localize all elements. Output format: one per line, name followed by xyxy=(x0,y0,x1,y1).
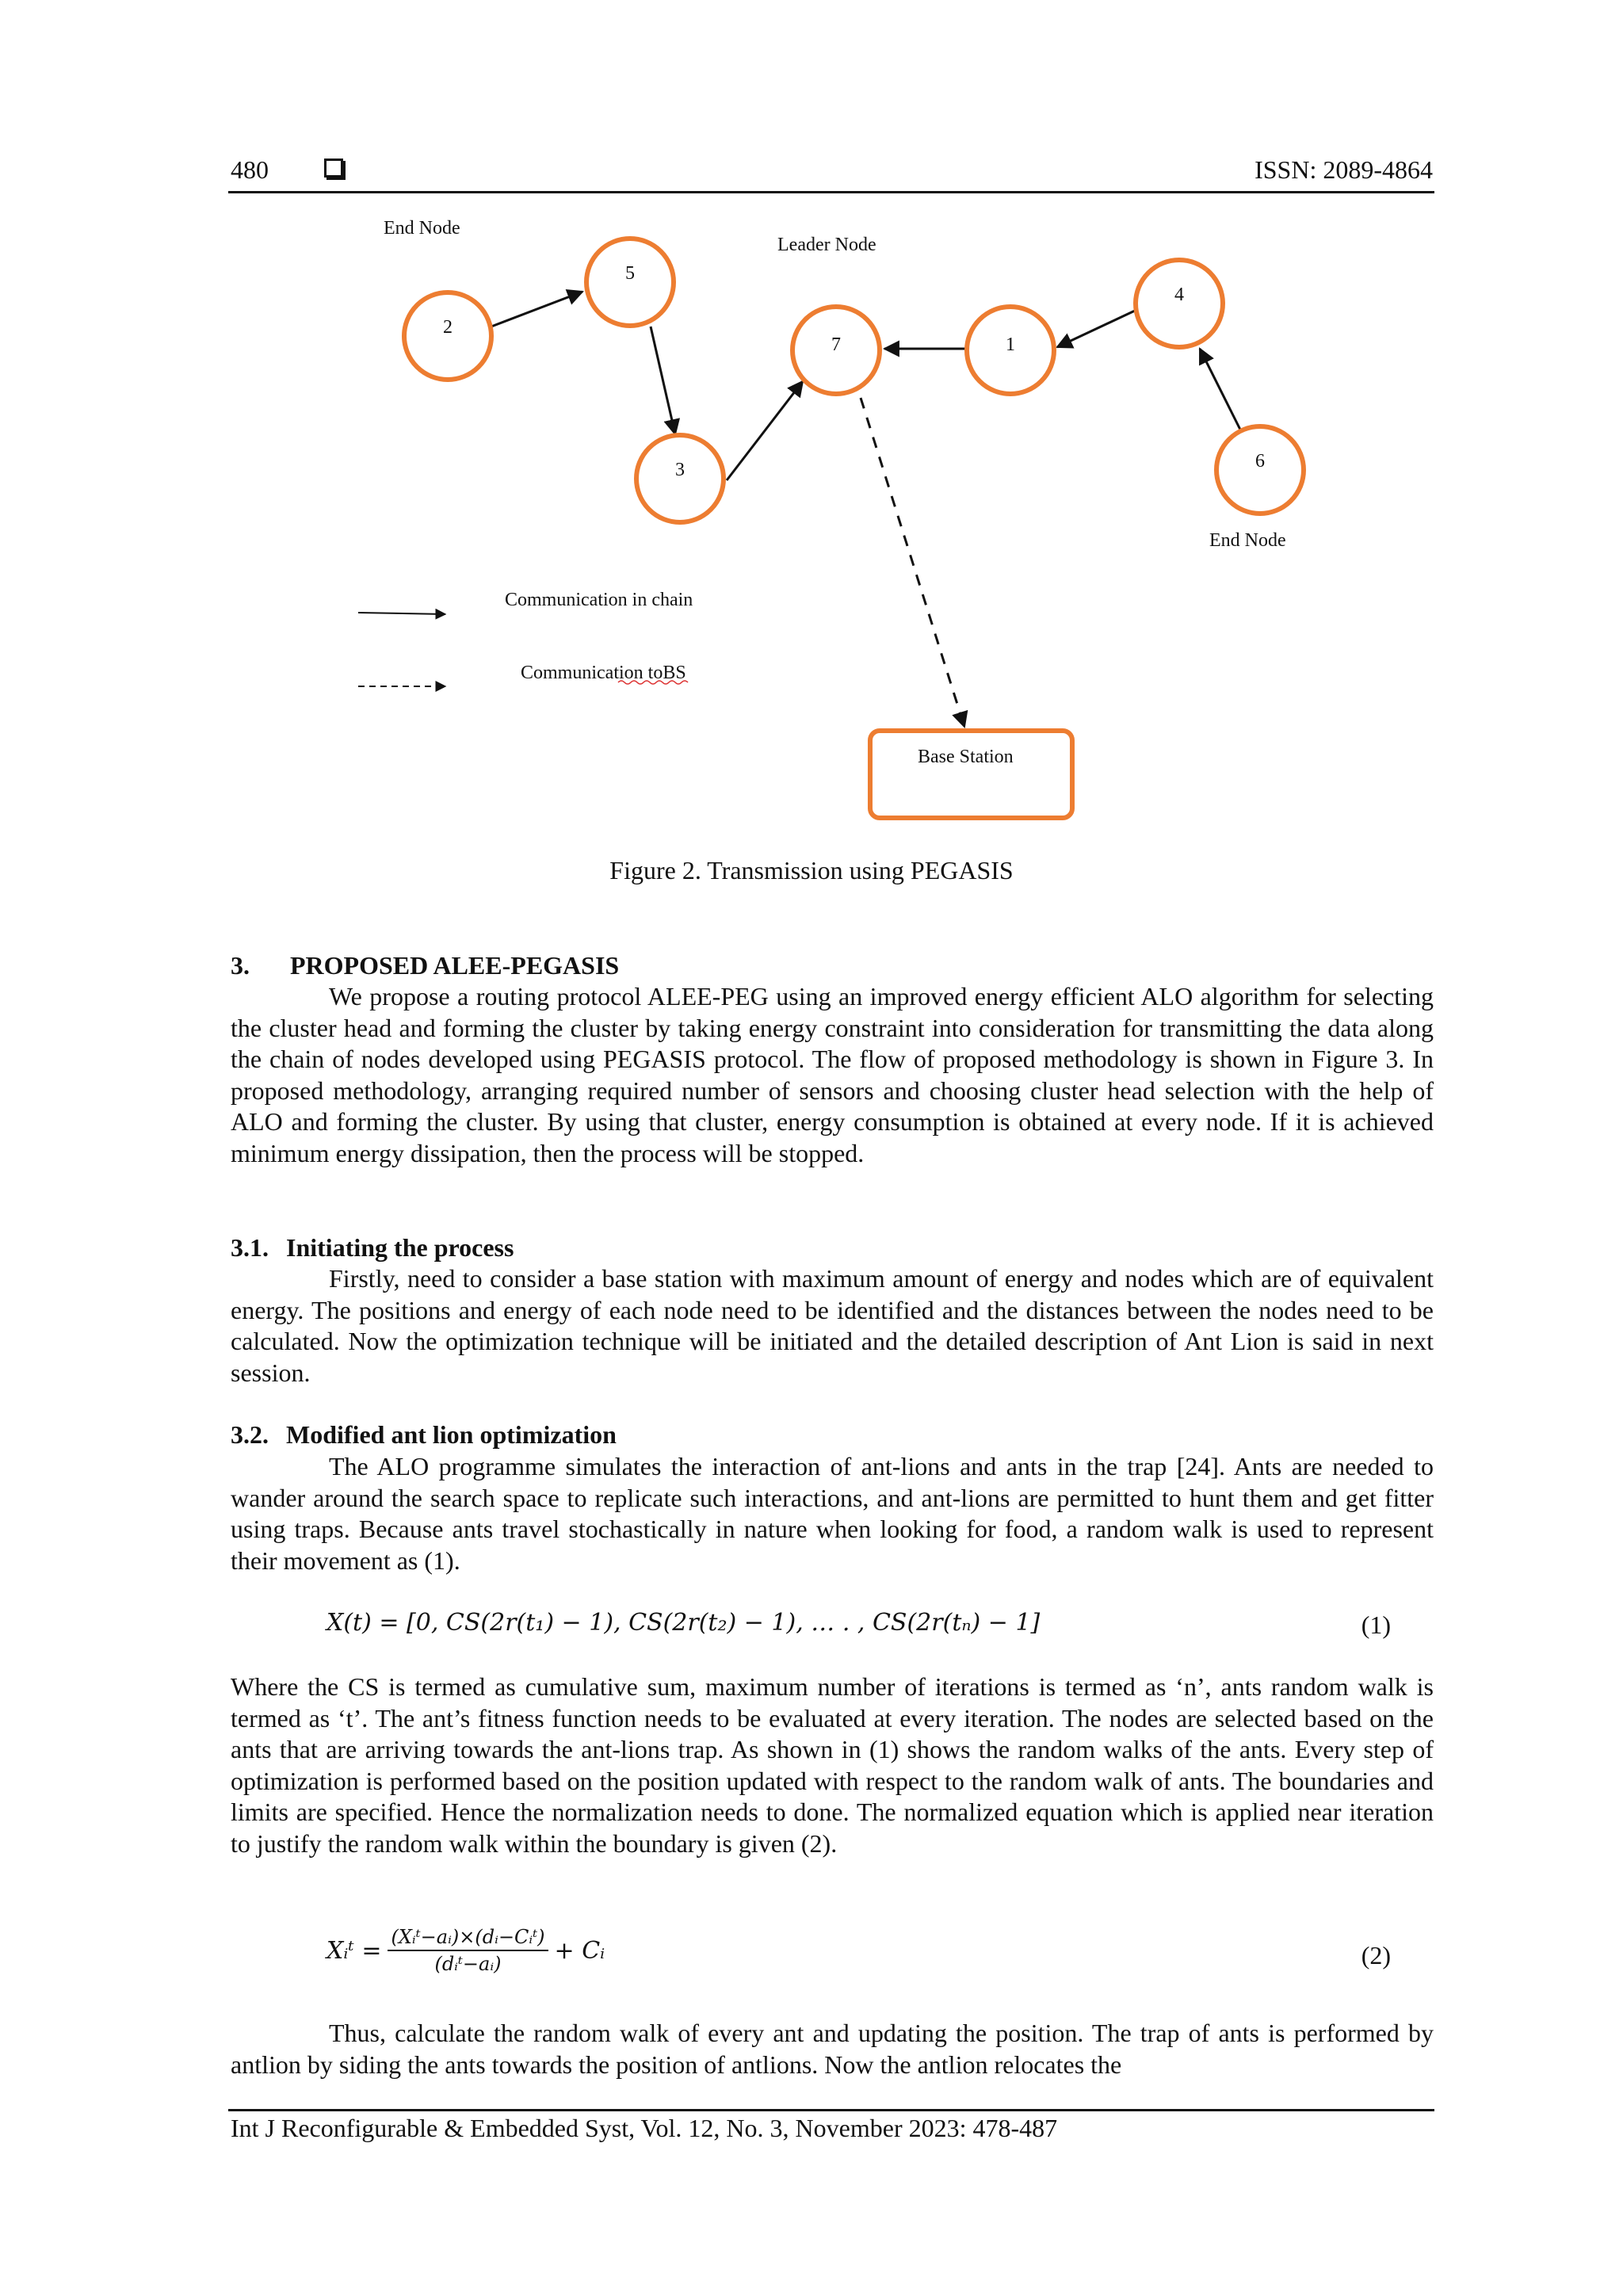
section-3-1-heading xyxy=(231,1233,514,1263)
section-number: 3.1. xyxy=(231,1233,269,1262)
svg-text:2: 2 xyxy=(443,317,453,338)
section-3-heading xyxy=(231,951,619,980)
section-3-1-paragraph: Firstly, need to consider a base station with maximum amount of energy and nodes which are of equivalent energy. The positions and energy of each node need to be identified and the distances between the nodes need to be calculated. Now the optimization technique will be initiated and the detailed description of Ant Lion is said in next session. xyxy=(231,1264,1434,1387)
legend-solid-arrow xyxy=(358,613,445,614)
equation-2-rhs: + Cᵢ xyxy=(554,1936,605,1965)
base-station xyxy=(870,731,1072,818)
section-3-2-paragraph-1: The ALO programme simulates the interaction of ant-lions and ants in the trap [24]. Ants are needed to wander around the search space to replicate such interactions, and ant-lions are permitted to hunt them and get fitter using traps. Because ants travel stochastically in nature when looking for food, a random walk is used to represent their movement as (1). xyxy=(231,1452,1434,1575)
section-number: 3. xyxy=(231,951,250,980)
edge-5-3 xyxy=(651,327,675,434)
edge-2-5 xyxy=(491,292,582,327)
node-2 xyxy=(404,292,491,380)
section-3-2-paragraph-2: Where the CS is termed as cumulative sum, maximum number of iterations is termed as ‘n’, ants random walk is termed as ‘t’. The ant’s fitness function needs to be evaluated at every iteration. The nodes are selected based on the ants that are arriving towards the ant-lions trap. As shown in (1) shows the random walks of the ants. Every step of optimization is performed based on the position updated with respect to the random walk of ants. The boundaries and limits are specified. Hence the normalization needs to done. The normalized equation which is applied near iteration to justify the random walk within the boundary is given (2). xyxy=(231,1672,1434,1858)
node-1 xyxy=(967,307,1054,394)
equation-2-fraction xyxy=(388,1926,548,1975)
node-3 xyxy=(636,435,724,522)
end-node-label-left: End Node xyxy=(384,218,460,239)
svg-text:1: 1 xyxy=(1006,334,1015,355)
node-4 xyxy=(1136,260,1223,347)
node-7 xyxy=(792,307,880,394)
section-title: Initiating the process xyxy=(286,1233,514,1262)
legend-bs-label: Communication toBS xyxy=(521,663,686,683)
section-number: 3.2. xyxy=(231,1420,269,1449)
end-node-label-right: End Node xyxy=(1209,530,1286,551)
equation-2-number: (2) xyxy=(1361,1941,1391,1969)
footer-citation: Int J Reconfigurable & Embedded Syst, Vol. 12, No. 3, November 2023: 478-487 xyxy=(231,2114,1058,2142)
svg-text:5: 5 xyxy=(625,263,635,284)
edge-6-4 xyxy=(1200,349,1242,433)
equation-2-denominator: (dᵢᵗ−aᵢ) xyxy=(434,1953,502,1975)
section-title: PROPOSED ALEE-PEGASIS xyxy=(290,951,620,980)
figure-caption: Figure 2. Transmission using PEGASIS xyxy=(609,856,1014,884)
legend-chain-label: Communication in chain xyxy=(505,590,693,610)
node-5 xyxy=(586,239,674,326)
svg-text:7: 7 xyxy=(831,334,841,355)
section-3-2-paragraph-3: Thus, calculate the random walk of every ant and updating the position. The trap of ants is performed by antlion by siding the ants towards the position of antlions. Now the antlion relocates the xyxy=(231,2019,1434,2079)
edge-4-1 xyxy=(1057,311,1135,347)
footer-rule xyxy=(228,2109,1434,2111)
equation-2 xyxy=(327,1926,605,1975)
section-3-paragraph: We propose a routing protocol ALEE-PEG using an improved energy efficient ALO algorithm for selecting the cluster head and forming the cluster by taking energy constraint into consideration for transmitting the data along the chain of nodes developed using PEGASIS protocol. The flow of proposed methodology is shown in Figure 3. In proposed methodology, arranging required number of sensors and choosing cluster head selection with the help of ALO and forming the cluster. By using that cluster, energy consumption is obtained at every node. If it is achieved minimum energy dissipation, then the process will be stopped. xyxy=(231,982,1434,1167)
section-title: Modified ant lion optimization xyxy=(286,1420,617,1449)
svg-text:6: 6 xyxy=(1255,451,1265,472)
equation-2-lhs: Xᵢᵗ = xyxy=(327,1936,382,1965)
equation-2-numerator: (Xᵢᵗ−aᵢ)×(dᵢ−Cᵢᵗ) xyxy=(388,1926,548,1951)
svg-text:3: 3 xyxy=(675,460,685,480)
equation-1: X(t) = [0, CS(2r(t₁) − 1), CS(2r(t₂) − 1), … . , CS(2r(tₙ) − 1] xyxy=(327,1609,1041,1637)
journal-issn: ISSN: 2089-4864 xyxy=(1254,155,1433,184)
section-3-2-heading xyxy=(231,1420,617,1450)
svg-text:4: 4 xyxy=(1174,285,1184,305)
page-number: 480 xyxy=(231,155,269,184)
pegasis-diagram xyxy=(0,0,1623,840)
edge-3-7 xyxy=(727,381,803,480)
equation-1-number: (1) xyxy=(1361,1610,1391,1639)
node-6 xyxy=(1216,426,1304,514)
leader-node-label: Leader Node xyxy=(777,235,876,255)
svg-text:Base Station: Base Station xyxy=(918,747,1014,767)
edge-7-base-station xyxy=(861,398,964,727)
